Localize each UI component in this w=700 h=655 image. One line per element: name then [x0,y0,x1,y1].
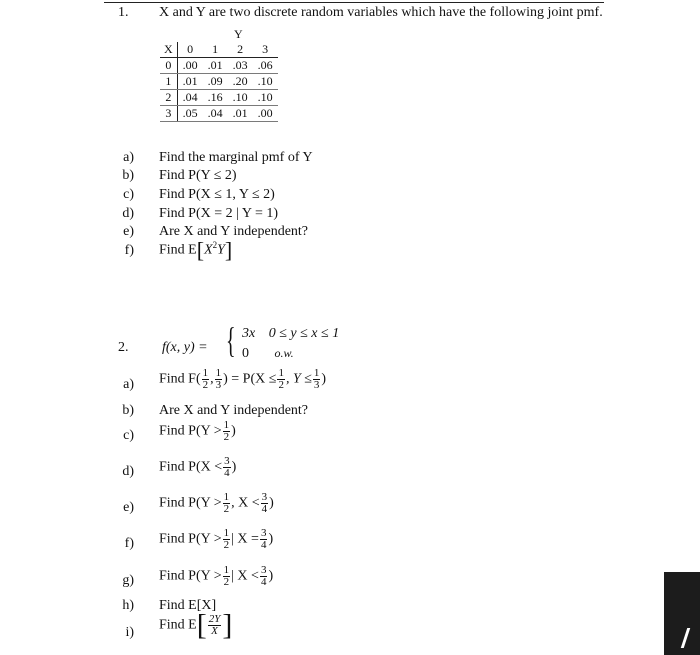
numerator: 1 [223,491,230,503]
q2-part-b: Are X and Y independent? [159,403,309,418]
fxy-label: f(x, y) = [162,340,208,355]
table-cell: .10 [253,74,278,90]
text-segment: ) [231,459,237,475]
table-cell: .01 [203,58,228,74]
row-header: 2 [160,90,177,106]
denominator: 2 [223,539,230,551]
q2-part-f [159,528,273,551]
expr-base: X [204,242,213,258]
question-2-number: 2. [118,340,129,355]
numerator: 1 [223,564,230,576]
denominator: 2 [223,503,230,515]
table-row [160,74,278,90]
table-cell: .10 [228,90,253,106]
q1-part-text: Are X and Y independent? [159,224,309,239]
expr-tail: Y [217,242,225,258]
q2-part-label: e) [123,500,134,515]
col-header: 1 [203,42,228,58]
q1-part-label: f) [124,243,134,258]
numerator: 3 [260,564,267,576]
denominator: 3 [313,379,320,391]
text-segment: , [210,371,214,387]
denominator: 2 [223,431,230,443]
text-segment: ) [231,423,236,439]
table-cell: .20 [228,74,253,90]
case2-expr: 0 [242,346,249,361]
q1-part-label: e) [123,224,134,239]
text-segment: ) [268,568,274,584]
q2-part-d [159,456,236,479]
fraction [223,565,231,588]
numerator: 1 [215,367,222,379]
case1-cond: 0 ≤ y ≤ x ≤ 1 [268,326,340,341]
q1-part-text: Find P(Y ≤ 2) [159,168,237,183]
q2-part-label: c) [123,428,134,443]
denominator: 4 [260,576,267,588]
numerator: 3 [261,491,268,503]
fraction [313,368,321,391]
table-cell: .10 [253,90,278,106]
denominator: 2 [223,576,230,588]
numerator: 1 [223,527,230,539]
right-bracket: ] [222,608,233,642]
text-segment: ) [321,371,327,387]
table-cell: .09 [203,74,228,90]
q1-part-text: Find P(X ≤ 1, Y ≤ 2) [159,187,275,202]
fraction [208,614,222,637]
fraction [223,456,231,479]
denominator: 4 [261,503,268,515]
table-cell: .04 [177,90,203,106]
right-bracket: ] [224,237,233,263]
table-cell: .04 [203,106,228,122]
text-segment: ) [269,495,274,511]
q2-part-label: a) [123,377,134,392]
case2-cond: o.w. [274,346,294,360]
table-y-label: Y [234,27,243,41]
numerator: 3 [260,527,267,539]
text-segment: | X = [231,531,259,547]
text-segment: Find P(Y > [159,423,222,439]
denominator: X [211,625,218,637]
text-segment: , Y ≤ [285,371,312,387]
numerator: 3 [224,455,230,467]
numerator: 1 [223,419,230,431]
expr-sup: 2 [212,240,218,250]
expr-prefix: Find E [159,242,197,258]
q2-part-i [159,608,233,642]
text-segment: ) [268,531,274,547]
question-1-prompt: X and Y are two discrete random variables which have the following joint pmf. [159,5,603,20]
text-segment: Find P(X < [159,459,223,475]
numerator: 1 [278,367,284,379]
text-segment: Find P(Y > [159,495,222,511]
fraction [215,368,223,391]
row-header: 0 [160,58,177,74]
case-2 [242,346,294,362]
q2-part-label: i) [125,625,134,640]
top-rule [104,2,604,3]
joint-pmf-table [160,42,278,122]
row-header: 3 [160,106,177,122]
col-header: 2 [228,42,253,58]
table-row [160,90,278,106]
table-cell: .00 [177,58,203,74]
text-segment: Find P(Y > [159,568,222,584]
q2-part-c [159,420,236,443]
fraction [260,528,268,551]
table-cell: .00 [253,106,278,122]
q2-part-label: h) [122,598,134,613]
q1-part-label: b) [122,168,134,183]
denominator: 4 [224,467,230,479]
fraction [223,528,231,551]
q2-part-g [159,565,273,588]
fraction [260,565,268,588]
q1-part-text: Find the marginal pmf of Y [159,150,313,165]
text-segment: Find F( [159,371,201,387]
fraction [202,368,210,391]
row-header: 1 [160,74,177,90]
left-bracket: [ [196,237,205,263]
left-brace: { [226,320,236,360]
text-segment: | X < [231,568,259,584]
q1-part-text: Find P(X = 2 | Y = 1) [159,206,279,221]
table-cell: .01 [177,74,203,90]
case1-expr: 3x [242,326,256,341]
text-segment: Find P(Y > [159,531,222,547]
text-segment: , X < [231,495,260,511]
q1-part-text [159,237,233,263]
table-cell: .01 [228,106,253,122]
q2-part-label: g) [122,573,134,588]
text-segment: ) = P(X ≤ [223,371,277,387]
fraction [223,420,231,443]
numerator: 2Y [208,613,221,625]
table-cell: .06 [253,58,278,74]
denominator: 4 [260,539,267,551]
q1-part-label: d) [122,206,134,221]
q2-part-e [159,492,274,515]
q1-part-label: a) [123,150,134,165]
question-1-number: 1. [118,5,129,20]
col-header: 3 [253,42,278,58]
table-header-row [160,42,278,58]
q2-part-h: Find E[X] [159,598,217,613]
q1-part-label: c) [123,187,134,202]
q2-part-label: f) [124,536,134,551]
numerator: 1 [202,367,209,379]
table-cell: .03 [228,58,253,74]
table-row [160,106,278,122]
left-bracket: [ [196,608,207,642]
q2-part-label: d) [122,464,134,479]
fraction [223,492,231,515]
denominator: 2 [278,379,284,391]
fraction [261,492,269,515]
text-segment: Find E [159,617,197,633]
case-1 [242,326,339,342]
fraction [277,368,285,391]
table-cell: .05 [177,106,203,122]
function-definition [162,340,208,356]
q2-part-label: b) [122,403,134,418]
col-header: 0 [177,42,203,58]
numerator: 1 [313,367,320,379]
denominator: 2 [202,379,209,391]
denominator: 3 [215,379,222,391]
table-corner-x: X [160,42,177,58]
table-row [160,58,278,74]
table-cell: .16 [203,90,228,106]
q2-part-a [159,368,326,391]
